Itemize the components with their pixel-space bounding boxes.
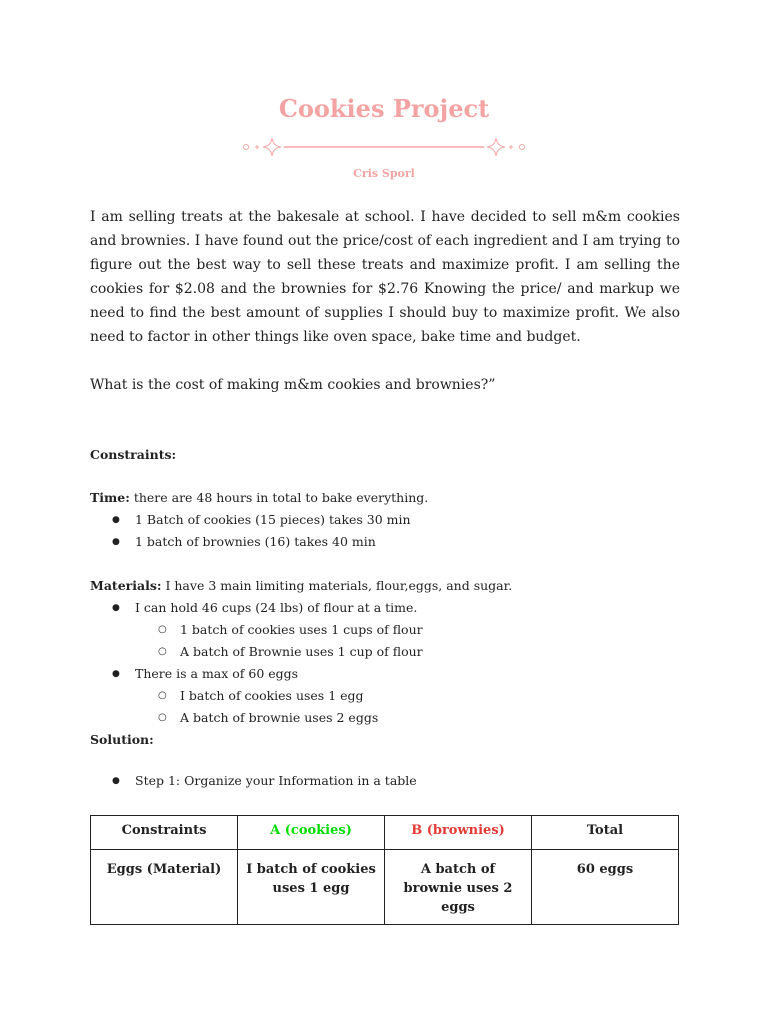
table-header-cell: Total bbox=[532, 816, 679, 850]
flour-text: I can hold 46 cups (24 lbs) of flour at a time. bbox=[135, 600, 418, 615]
list-item bbox=[90, 597, 680, 619]
table-header-cell: A (cookies) bbox=[238, 816, 385, 850]
author-name: Cris Sporl bbox=[353, 167, 415, 180]
materials-line bbox=[90, 575, 680, 597]
eggs-text: There is a max of 60 eggs bbox=[135, 666, 299, 681]
sub-list-item: ○ A batch of brownie uses 2 eggs bbox=[90, 707, 680, 729]
list-item: ● Step 1: Organize your Information in a table bbox=[90, 770, 680, 792]
steps-list bbox=[90, 770, 680, 792]
decorative-divider bbox=[238, 136, 530, 158]
sub-list-item: ○ A batch of Brownie uses 1 cup of flour bbox=[90, 641, 680, 663]
time-text: there are 48 hours in total to bake everything. bbox=[129, 490, 429, 505]
document-title: Cookies Project bbox=[278, 94, 490, 123]
eggs-list bbox=[90, 663, 680, 685]
table-row bbox=[91, 850, 679, 925]
materials-list bbox=[90, 597, 680, 619]
time-label: Time: bbox=[90, 490, 130, 505]
table-cell: I batch of cookies uses 1 egg bbox=[238, 850, 385, 925]
sub-list-item: ○ I batch of cookies uses 1 egg bbox=[90, 685, 680, 707]
list-item: ● 1 Batch of cookies (15 pieces) takes 30 min bbox=[90, 509, 680, 531]
list-item bbox=[90, 663, 680, 685]
time-line bbox=[90, 487, 680, 509]
solution-heading: Solution: bbox=[90, 732, 154, 747]
materials-text: I have 3 main limiting materials, flour,eggs, and sugar. bbox=[161, 578, 513, 593]
table-cell: A batch of brownie uses 2 eggs bbox=[385, 850, 532, 925]
list-item: ● 1 batch of brownies (16) takes 40 min bbox=[90, 531, 680, 553]
info-table bbox=[90, 815, 679, 925]
materials-label: Materials: bbox=[90, 578, 162, 593]
table-cell: Eggs (Material) bbox=[91, 850, 238, 925]
table-header-row bbox=[91, 816, 679, 850]
flour-sublist bbox=[90, 619, 680, 663]
time-list bbox=[90, 509, 680, 553]
materials-section bbox=[90, 575, 680, 751]
sub-list-item: ○ 1 batch of cookies uses 1 cups of flour bbox=[90, 619, 680, 641]
table-header-cell: Constraints bbox=[91, 816, 238, 850]
question-text: What is the cost of making m&m cookies and brownies?” bbox=[90, 377, 496, 393]
eggs-sublist bbox=[90, 685, 680, 729]
table-cell: 60 eggs bbox=[532, 850, 679, 925]
table-header-cell: B (brownies) bbox=[385, 816, 532, 850]
steps-section bbox=[90, 770, 680, 792]
time-section bbox=[90, 487, 680, 553]
intro-paragraph: I am selling treats at the bakesale at school. I have decided to sell m&m cookies and brownies. I have found out the price/cost of each ingredient and I am trying to figure out the best way to sell these treats and maximize profit. I am selling the cookies for $2.08 and the brownies for $2.76 Knowing the price/ and markup we need to find the best amount of supplies I should buy to maximize profit. We also need to factor in other things like oven space, bake time and budget. bbox=[90, 209, 680, 345]
constraints-heading: Constraints: bbox=[90, 447, 177, 462]
